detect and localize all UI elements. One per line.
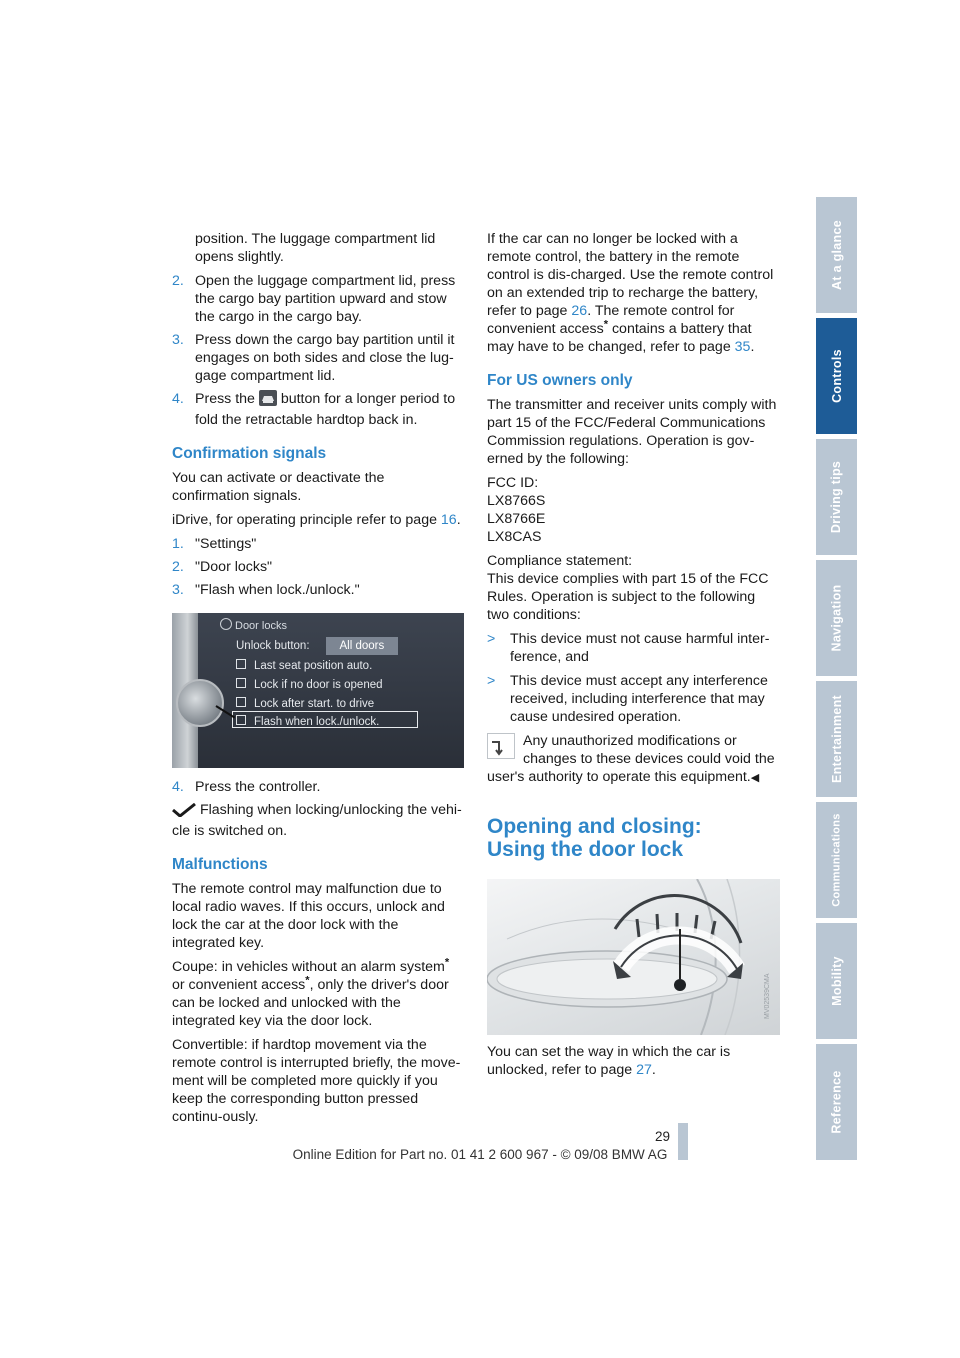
optional-equipment-star: *	[305, 974, 310, 987]
step-text: "Flash when lock./unlock."	[195, 582, 360, 598]
text-part: , only the driver's door can be locked and unlocked with the integrated key via the door lock.	[172, 977, 449, 1029]
section-heading-line: Opening and closing:	[487, 815, 702, 838]
text-part: You can set the way in which the car is unlocked, refer to page	[487, 1044, 731, 1078]
tab-label: Navigation	[829, 584, 844, 652]
bullet-item	[487, 672, 780, 726]
fcc-id-block	[487, 474, 780, 546]
text-part: If the car can no longer be locked with a remote control, the battery in the remote control is dis-charged. Use the remote control on an extended trip to recharge the battery, refer to page	[487, 231, 774, 319]
selection-frame	[232, 711, 418, 728]
malfunctions-heading: Malfunctions	[172, 856, 268, 873]
note-rest-text: user's authority to operate this equipment.	[487, 769, 751, 785]
settings-icon	[220, 618, 232, 630]
fcc-label: FCC ID:	[487, 475, 539, 491]
tab-label: At a glance	[829, 220, 844, 290]
screen-row-text: Lock after start. to drive	[254, 698, 375, 710]
bullet-marker: >	[487, 631, 496, 647]
tab-label: Communications	[830, 813, 843, 907]
right-column	[487, 230, 780, 1085]
step-text: Press the controller.	[195, 779, 321, 795]
screen-row	[236, 657, 372, 675]
period: .	[456, 512, 461, 528]
compliance-label: Compliance statement:	[487, 553, 633, 569]
page-link-16[interactable]: 16	[440, 512, 457, 528]
bullet-text: This device must accept any interference received, including interference that may cause undesired operation.	[510, 673, 768, 725]
end-mark-icon: ◀	[750, 772, 760, 784]
step-3	[172, 331, 464, 385]
idrive-reference	[172, 511, 464, 529]
fcc-id: LX8CAS	[487, 529, 542, 545]
step-number: 4.	[172, 779, 184, 795]
tab-communications[interactable]	[816, 802, 857, 918]
compliance-block	[487, 552, 780, 624]
fcc-id: LX8766E	[487, 511, 546, 527]
tab-navigation[interactable]	[816, 560, 857, 676]
bullet-marker: >	[487, 673, 496, 689]
step-text: Open the luggage compartment lid, press the cargo bay partition upward and stow the cargo in the cargo bay.	[195, 273, 456, 325]
step-text: "Door locks"	[195, 559, 273, 575]
section-heading-line: Using the door lock	[487, 838, 684, 861]
step-text	[195, 390, 464, 429]
left-column	[172, 230, 464, 1132]
tab-label: Mobility	[829, 956, 844, 1006]
step-number: 3.	[172, 582, 184, 598]
step-4-hardtop	[172, 390, 464, 429]
step-2	[172, 272, 464, 326]
idrive-text: iDrive, for operating principle refer to page	[172, 512, 441, 528]
tab-driving-tips[interactable]	[816, 439, 857, 555]
optional-equipment-star: *	[444, 956, 450, 969]
unlock-label: Unlock button:	[236, 640, 310, 652]
screen-row-text: Last seat position auto.	[254, 660, 373, 672]
screen-row	[236, 676, 383, 694]
checkbox-icon	[236, 697, 246, 707]
bullet-item	[487, 630, 780, 666]
unlock-setting-text	[487, 1043, 780, 1079]
step-text: Press down the cargo bay partition until it engages on both sides and close the lug-gage compartment lid.	[195, 332, 455, 384]
flash-text: Flashing when locking/unlocking the vehi-cle is switched on.	[172, 802, 462, 839]
confirmation-signals-heading: Confirmation signals	[172, 445, 327, 462]
confirmation-text: You can activate or deactivate the confirmation signals.	[172, 470, 385, 504]
door-lock-illustration	[487, 879, 780, 1035]
door-lock-photo	[487, 879, 780, 1035]
step-text: "Settings"	[195, 536, 257, 552]
compliance-text: This device complies with part 15 of the FCC Rules. Operation is subject to the following two conditions:	[487, 571, 769, 623]
tab-at-a-glance[interactable]	[816, 197, 857, 313]
step-press-controller	[172, 778, 464, 796]
text-part: .	[750, 339, 755, 355]
page-link-26[interactable]: 26	[571, 303, 588, 319]
battery-text	[487, 230, 780, 356]
step-text-before: Press the	[195, 391, 259, 407]
fcc-id: LX8766S	[487, 493, 546, 509]
controller-knob-icon	[176, 679, 224, 727]
menu-step-1	[172, 535, 464, 553]
unlock-button-row	[236, 637, 398, 655]
footer-edition: Online Edition for Part no. 01 41 2 600 967 - © 09/08 BMW AG	[292, 1147, 668, 1162]
note-block	[487, 732, 780, 787]
hardtop-button-icon	[259, 390, 277, 411]
screen-row-text: Lock if no door is opened	[254, 679, 383, 691]
checkmark-icon	[172, 803, 196, 822]
step-number: 1.	[172, 536, 184, 552]
note-text: Any unauthorized modifications or changes to these devices could void the	[523, 733, 775, 767]
step-text-after: button for a longer period to fold the retractable hardtop back in.	[195, 391, 456, 428]
unlock-value: All doors	[326, 637, 399, 655]
tab-label: Entertainment	[829, 695, 844, 783]
flash-info	[172, 801, 464, 840]
tab-controls[interactable]	[816, 318, 857, 434]
tab-label: Driving tips	[829, 460, 844, 534]
note-icon	[487, 733, 515, 764]
malfunction-text-3: Convertible: if hardtop movement via the remote control is interrupted briefly, the move-ment will be completed more quickly if you keep the corresponding button pressed continu-ously.	[172, 1037, 461, 1125]
step-number: 2.	[172, 559, 184, 575]
screen-row-text: Flash when lock./unlock.	[254, 716, 380, 728]
section-heading	[487, 815, 780, 861]
text-part: or convenient access	[172, 977, 306, 993]
text-part: Coupe: in vehicles without an alarm system	[172, 959, 445, 975]
tab-reference[interactable]	[816, 1044, 857, 1160]
text-part: . The remote control for convenient access	[487, 303, 735, 337]
tab-mobility[interactable]	[816, 923, 857, 1039]
page-link-35[interactable]: 35	[734, 339, 751, 355]
step-number: 2.	[172, 273, 184, 289]
bullet-text: This device must not cause harmful inter-ference, and	[510, 631, 770, 665]
door-locks-screen-image	[172, 613, 464, 768]
malfunction-text-1: The remote control may malfunction due to local radio waves. If this occurs, unlock and lock the car at the door lock with the integrated key.	[172, 881, 445, 951]
checkbox-icon	[236, 678, 246, 688]
fcc-intro: The transmitter and receiver units comply with part 15 of the FCC/Federal Communications Commission regulations. Operation is gov-erned by the following:	[487, 397, 777, 467]
page-number: 29	[654, 1129, 670, 1144]
text-part: .	[651, 1062, 656, 1078]
menu-step-2	[172, 558, 464, 576]
screen-title-text: Door locks	[235, 620, 287, 632]
intro-text: position. The luggage compartment lid opens slightly.	[195, 231, 436, 265]
tab-label: Controls	[829, 349, 844, 403]
menu-step-3	[172, 581, 464, 599]
photo-code: MV02539CMA	[764, 973, 771, 1019]
malfunction-text-2	[172, 958, 464, 1030]
us-owners-heading: For US owners only	[487, 372, 633, 389]
tab-label: Reference	[829, 1070, 844, 1134]
checkbox-icon	[236, 659, 246, 669]
text-part: contains a battery that may have to be changed, refer to page	[487, 321, 752, 355]
screen-title	[220, 617, 287, 635]
chapter-tabs	[816, 197, 857, 1165]
page-link-27[interactable]: 27	[636, 1062, 652, 1078]
optional-equipment-star: *	[603, 318, 609, 331]
step-number: 4.	[172, 391, 184, 407]
tab-entertainment[interactable]	[816, 681, 857, 797]
step-number: 3.	[172, 332, 184, 348]
note-text-rest	[487, 768, 780, 787]
